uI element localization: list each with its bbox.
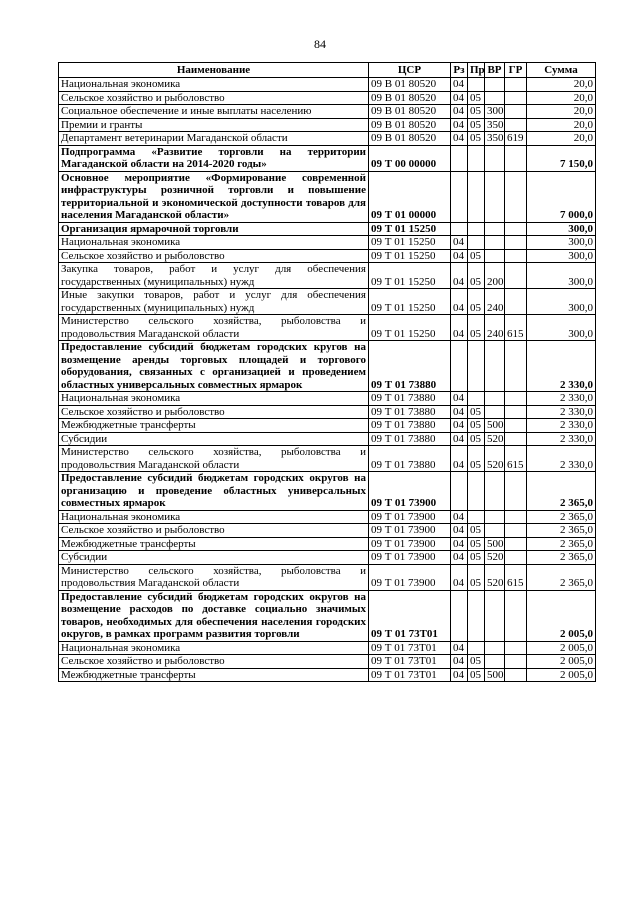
- row-rz: 04: [451, 419, 468, 433]
- row-pr: 05: [468, 446, 485, 472]
- row-sum: 20,0: [527, 78, 596, 92]
- row-gr: [505, 222, 527, 236]
- row-rz: 04: [451, 118, 468, 132]
- row-vr: 240: [485, 315, 505, 341]
- row-sum: 2 330,0: [527, 392, 596, 406]
- row-gr: 615: [505, 315, 527, 341]
- row-rz: 04: [451, 537, 468, 551]
- row-rz: [451, 341, 468, 392]
- row-gr: [505, 91, 527, 105]
- table-body: [59, 78, 596, 682]
- row-pr: [468, 510, 485, 524]
- row-sum: 2 365,0: [527, 551, 596, 565]
- row-name: Субсидии: [59, 432, 369, 446]
- row-pr: [468, 341, 485, 392]
- row-rz: [451, 590, 468, 641]
- header-vr: ВР: [485, 63, 505, 78]
- row-rz: 04: [451, 432, 468, 446]
- row-sum: 2 365,0: [527, 524, 596, 538]
- table-row: [59, 145, 596, 171]
- table-row: [59, 341, 596, 392]
- table-row: [59, 222, 596, 236]
- row-name: Межбюджетные трансферты: [59, 419, 369, 433]
- row-vr: 200: [485, 263, 505, 289]
- row-gr: [505, 551, 527, 565]
- row-csr: 09 Т 01 73Т01: [369, 590, 451, 641]
- row-name: Министерство сельского хозяйства, рыболовства и продовольствия Магаданской области: [59, 564, 369, 590]
- row-pr: [468, 236, 485, 250]
- row-vr: 300: [485, 105, 505, 119]
- row-name: Предоставление субсидий бюджетам городских кругов на возмещение аренды торговых площадей и торгового оборудования, связанных с организацией и проведением областных универсальных совместных ярмарок: [59, 341, 369, 392]
- row-name: Предоставление субсидий бюджетам городских округов на возмещение расходов по доставке социально значимых товаров, необходимых для обеспечения населения городских округов, в рамках программ развития торговли: [59, 590, 369, 641]
- row-sum: 300,0: [527, 315, 596, 341]
- row-gr: [505, 655, 527, 669]
- row-sum: 300,0: [527, 222, 596, 236]
- row-vr: [485, 524, 505, 538]
- row-rz: 04: [451, 392, 468, 406]
- row-name: Национальная экономика: [59, 236, 369, 250]
- table-row: [59, 590, 596, 641]
- row-sum: 300,0: [527, 236, 596, 250]
- row-sum: 2 365,0: [527, 472, 596, 511]
- header-rz: Рз: [451, 63, 468, 78]
- row-name: Закупка товаров, работ и услуг для обеспечения государственных (муниципальных) нужд: [59, 263, 369, 289]
- table-row: [59, 249, 596, 263]
- row-vr: [485, 472, 505, 511]
- row-gr: [505, 263, 527, 289]
- table-header-row: [59, 63, 596, 78]
- row-rz: [451, 145, 468, 171]
- row-rz: 04: [451, 289, 468, 315]
- row-pr: 05: [468, 118, 485, 132]
- row-pr: 05: [468, 432, 485, 446]
- row-vr: 520: [485, 564, 505, 590]
- row-gr: [505, 341, 527, 392]
- row-name: Организация ярмарочной торговли: [59, 222, 369, 236]
- row-pr: 05: [468, 564, 485, 590]
- row-name: Национальная экономика: [59, 510, 369, 524]
- row-vr: [485, 91, 505, 105]
- header-pr: Пр: [468, 63, 485, 78]
- row-vr: [485, 78, 505, 92]
- row-pr: 05: [468, 405, 485, 419]
- table-row: [59, 132, 596, 146]
- row-gr: [505, 105, 527, 119]
- row-pr: [468, 145, 485, 171]
- table-row: [59, 432, 596, 446]
- row-vr: [485, 171, 505, 222]
- table-row: [59, 315, 596, 341]
- row-vr: 240: [485, 289, 505, 315]
- row-name: Национальная экономика: [59, 78, 369, 92]
- row-gr: 615: [505, 446, 527, 472]
- table-row: [59, 91, 596, 105]
- row-name: Подпрограмма «Развитие торговли на территории Магаданской области на 2014-2020 годы»: [59, 145, 369, 171]
- table-row: [59, 263, 596, 289]
- row-csr: 09 В 01 80520: [369, 78, 451, 92]
- row-csr: 09 Т 01 15250: [369, 249, 451, 263]
- row-vr: 500: [485, 668, 505, 682]
- row-csr: 09 Т 01 73900: [369, 551, 451, 565]
- row-name: Предоставление субсидий бюджетам городских округов на организацию и проведение областных универсальных совместных ярмарок: [59, 472, 369, 511]
- row-pr: [468, 171, 485, 222]
- table-row: [59, 392, 596, 406]
- row-name: Министерство сельского хозяйства, рыболовства и продовольствия Магаданской области: [59, 446, 369, 472]
- row-vr: 500: [485, 537, 505, 551]
- row-vr: 500: [485, 419, 505, 433]
- row-sum: 2 330,0: [527, 341, 596, 392]
- table-row: [59, 105, 596, 119]
- row-rz: [451, 171, 468, 222]
- row-gr: [505, 289, 527, 315]
- row-rz: 04: [451, 446, 468, 472]
- table-row: [59, 419, 596, 433]
- row-gr: [505, 432, 527, 446]
- row-csr: 09 Т 01 73Т01: [369, 641, 451, 655]
- row-name: Сельское хозяйство и рыболовство: [59, 405, 369, 419]
- table-row: [59, 405, 596, 419]
- row-vr: 520: [485, 551, 505, 565]
- row-rz: [451, 472, 468, 511]
- row-csr: 09 Т 01 73880: [369, 341, 451, 392]
- table-row: [59, 524, 596, 538]
- header-sum: Сумма: [527, 63, 596, 78]
- row-vr: [485, 405, 505, 419]
- row-rz: 04: [451, 668, 468, 682]
- row-pr: 05: [468, 668, 485, 682]
- row-csr: 09 В 01 80520: [369, 105, 451, 119]
- row-csr: 09 Т 01 73Т01: [369, 668, 451, 682]
- row-csr: 09 В 01 80520: [369, 91, 451, 105]
- row-rz: [451, 222, 468, 236]
- row-sum: 2 330,0: [527, 419, 596, 433]
- table-row: [59, 668, 596, 682]
- row-vr: [485, 341, 505, 392]
- table-row: [59, 446, 596, 472]
- row-csr: 09 Т 01 73900: [369, 524, 451, 538]
- row-name: Сельское хозяйство и рыболовство: [59, 91, 369, 105]
- table-row: [59, 641, 596, 655]
- table-row: [59, 655, 596, 669]
- row-pr: 05: [468, 315, 485, 341]
- row-gr: [505, 590, 527, 641]
- row-rz: 04: [451, 105, 468, 119]
- row-vr: [485, 236, 505, 250]
- table-row: [59, 510, 596, 524]
- table-row: [59, 472, 596, 511]
- page-number: 84: [314, 37, 326, 51]
- row-sum: 20,0: [527, 105, 596, 119]
- row-sum: 2 005,0: [527, 590, 596, 641]
- row-rz: 04: [451, 524, 468, 538]
- row-csr: 09 В 01 80520: [369, 132, 451, 146]
- row-pr: [468, 222, 485, 236]
- row-rz: 04: [451, 263, 468, 289]
- row-pr: [468, 392, 485, 406]
- row-name: Национальная экономика: [59, 641, 369, 655]
- row-vr: [485, 590, 505, 641]
- row-pr: [468, 641, 485, 655]
- row-csr: 09 Т 01 73880: [369, 392, 451, 406]
- row-sum: 2 365,0: [527, 564, 596, 590]
- row-name: Основное мероприятие «Формирование современной инфраструктуры розничной торговли и повышение территориальной и экономической доступности товаров для населения Магаданской области»: [59, 171, 369, 222]
- row-gr: [505, 236, 527, 250]
- table-row: [59, 118, 596, 132]
- row-sum: 300,0: [527, 289, 596, 315]
- row-csr: 09 Т 01 15250: [369, 263, 451, 289]
- row-csr: 09 Т 01 15250: [369, 236, 451, 250]
- row-gr: [505, 524, 527, 538]
- row-gr: [505, 472, 527, 511]
- row-rz: 04: [451, 551, 468, 565]
- row-name: Социальное обеспечение и иные выплаты населению: [59, 105, 369, 119]
- table-row: [59, 537, 596, 551]
- row-sum: 20,0: [527, 132, 596, 146]
- row-csr: 09 Т 01 00000: [369, 171, 451, 222]
- row-name: Иные закупки товаров, работ и услуг для обеспечения государственных (муниципальных) нужд: [59, 289, 369, 315]
- table-row: [59, 236, 596, 250]
- row-pr: [468, 472, 485, 511]
- row-sum: 300,0: [527, 249, 596, 263]
- row-sum: 7 000,0: [527, 171, 596, 222]
- row-sum: 2 365,0: [527, 537, 596, 551]
- row-vr: [485, 392, 505, 406]
- header-name: Наименование: [59, 63, 369, 78]
- row-gr: [505, 537, 527, 551]
- row-vr: [485, 655, 505, 669]
- row-rz: 04: [451, 78, 468, 92]
- row-csr: 09 Т 01 73900: [369, 472, 451, 511]
- row-name: Сельское хозяйство и рыболовство: [59, 524, 369, 538]
- row-pr: 05: [468, 419, 485, 433]
- row-vr: [485, 145, 505, 171]
- row-pr: 05: [468, 263, 485, 289]
- row-sum: 2 365,0: [527, 510, 596, 524]
- row-rz: 04: [451, 236, 468, 250]
- row-gr: [505, 668, 527, 682]
- row-sum: 2 005,0: [527, 655, 596, 669]
- row-pr: 05: [468, 132, 485, 146]
- row-sum: 2 005,0: [527, 668, 596, 682]
- row-rz: 04: [451, 655, 468, 669]
- row-sum: 7 150,0: [527, 145, 596, 171]
- row-rz: 04: [451, 641, 468, 655]
- row-pr: 05: [468, 289, 485, 315]
- table-row: [59, 564, 596, 590]
- row-pr: 05: [468, 655, 485, 669]
- row-gr: 619: [505, 132, 527, 146]
- row-gr: 615: [505, 564, 527, 590]
- table-row: [59, 171, 596, 222]
- row-csr: 09 Т 01 73900: [369, 537, 451, 551]
- row-name: Национальная экономика: [59, 392, 369, 406]
- row-sum: 2 330,0: [527, 446, 596, 472]
- row-vr: 350: [485, 132, 505, 146]
- row-gr: [505, 145, 527, 171]
- row-pr: 05: [468, 249, 485, 263]
- row-name: Сельское хозяйство и рыболовство: [59, 249, 369, 263]
- row-sum: 300,0: [527, 263, 596, 289]
- row-rz: 04: [451, 315, 468, 341]
- row-csr: 09 Т 01 73880: [369, 405, 451, 419]
- row-rz: 04: [451, 405, 468, 419]
- row-gr: [505, 78, 527, 92]
- row-name: Межбюджетные трансферты: [59, 537, 369, 551]
- row-name: Премии и гранты: [59, 118, 369, 132]
- row-rz: 04: [451, 91, 468, 105]
- row-rz: 04: [451, 510, 468, 524]
- row-sum: 20,0: [527, 118, 596, 132]
- table-row: [59, 78, 596, 92]
- row-name: Департамент ветеринарии Магаданской области: [59, 132, 369, 146]
- row-pr: 05: [468, 537, 485, 551]
- row-pr: 05: [468, 524, 485, 538]
- row-name: Сельское хозяйство и рыболовство: [59, 655, 369, 669]
- row-rz: 04: [451, 249, 468, 263]
- budget-table: [58, 62, 596, 682]
- row-pr: [468, 590, 485, 641]
- row-sum: 20,0: [527, 91, 596, 105]
- row-sum: 2 330,0: [527, 405, 596, 419]
- row-csr: 09 Т 01 15250: [369, 289, 451, 315]
- row-pr: [468, 78, 485, 92]
- row-csr: 09 В 01 80520: [369, 118, 451, 132]
- row-gr: [505, 405, 527, 419]
- row-csr: 09 Т 00 00000: [369, 145, 451, 171]
- table-row: [59, 289, 596, 315]
- row-csr: 09 Т 01 73880: [369, 446, 451, 472]
- row-pr: 05: [468, 105, 485, 119]
- row-gr: [505, 510, 527, 524]
- row-rz: 04: [451, 564, 468, 590]
- row-vr: [485, 641, 505, 655]
- header-csr: ЦСР: [369, 63, 451, 78]
- row-csr: 09 Т 01 73880: [369, 432, 451, 446]
- row-name: Межбюджетные трансферты: [59, 668, 369, 682]
- row-csr: 09 Т 01 73880: [369, 419, 451, 433]
- row-gr: [505, 118, 527, 132]
- row-vr: 520: [485, 446, 505, 472]
- row-pr: 05: [468, 91, 485, 105]
- row-name: Министерство сельского хозяйства, рыболовства и продовольствия Магаданской области: [59, 315, 369, 341]
- row-csr: 09 Т 01 73900: [369, 564, 451, 590]
- row-sum: 2 005,0: [527, 641, 596, 655]
- row-pr: 05: [468, 551, 485, 565]
- row-vr: [485, 249, 505, 263]
- row-csr: 09 Т 01 15250: [369, 315, 451, 341]
- table-row: [59, 551, 596, 565]
- row-gr: [505, 641, 527, 655]
- row-vr: [485, 222, 505, 236]
- row-rz: 04: [451, 132, 468, 146]
- row-gr: [505, 249, 527, 263]
- row-vr: 520: [485, 432, 505, 446]
- row-csr: 09 Т 01 73900: [369, 510, 451, 524]
- row-csr: 09 Т 01 73Т01: [369, 655, 451, 669]
- row-sum: 2 330,0: [527, 432, 596, 446]
- row-csr: 09 Т 01 15250: [369, 222, 451, 236]
- row-gr: [505, 419, 527, 433]
- row-name: Субсидии: [59, 551, 369, 565]
- row-gr: [505, 392, 527, 406]
- row-gr: [505, 171, 527, 222]
- header-gr: ГР: [505, 63, 527, 78]
- row-vr: [485, 510, 505, 524]
- row-vr: 350: [485, 118, 505, 132]
